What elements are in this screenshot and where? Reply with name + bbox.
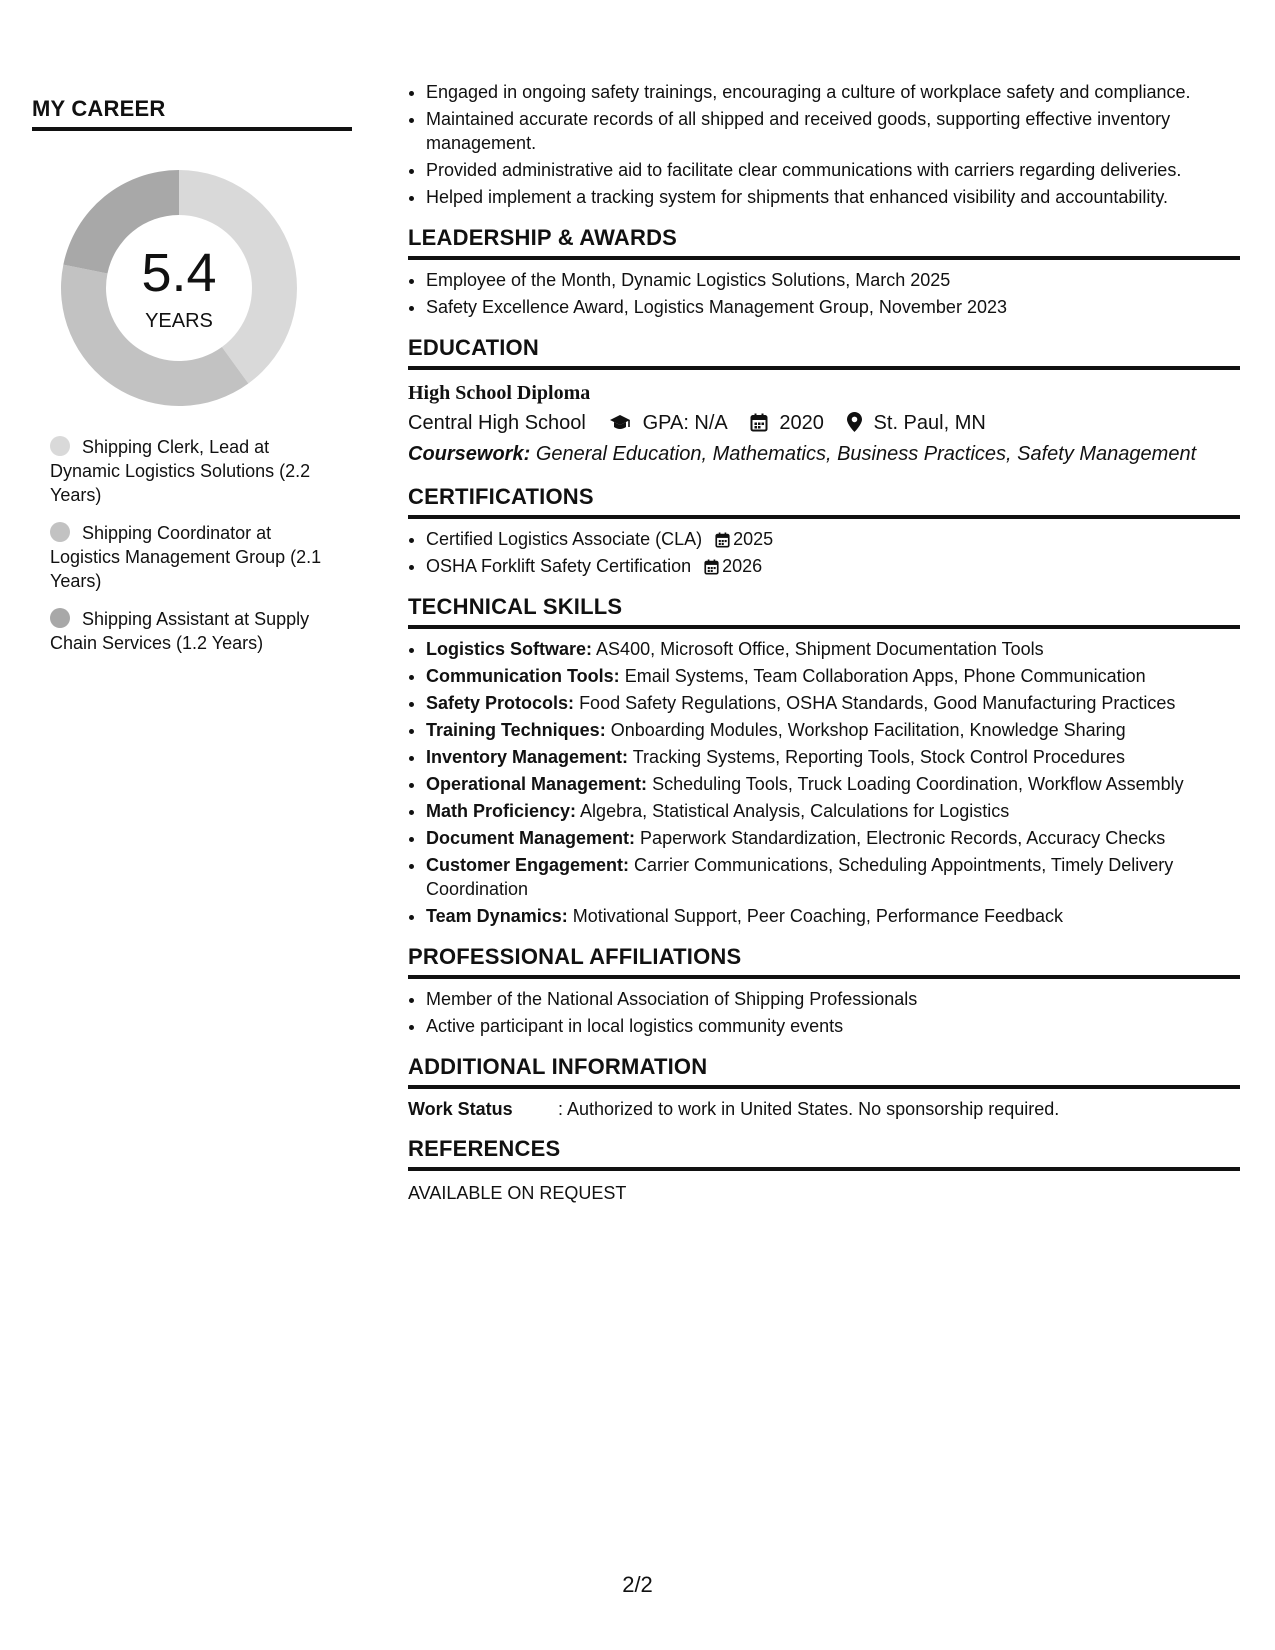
additional-section: [408, 1054, 1240, 1120]
experience-bullet: • Helped implement a tracking system for shipments that enhanced visibility and accountability.: [426, 185, 1240, 209]
skill-item: [426, 718, 1240, 742]
work-status-label: Work Status: [408, 1099, 513, 1119]
skill-item: [426, 799, 1240, 823]
coursework-text: General Education, Mathematics, Business Practices, Safety Management: [535, 443, 1197, 465]
skill-text: Carrier Communications, Scheduling Appointments, Timely Delivery Coordination: [426, 855, 1174, 899]
skill-label: Safety Protocols:: [426, 693, 575, 713]
calendar-icon: [715, 532, 730, 548]
legend-label: Shipping Assistant at Supply Chain Services (1.2 Years): [50, 609, 310, 653]
legend-item: [50, 607, 336, 655]
certification-item: [426, 554, 1240, 578]
experience-bullet: • Engaged in ongoing safety trainings, encouraging a culture of workplace safety and compliance.: [426, 80, 1240, 104]
skill-text: Motivational Support, Peer Coaching, Performance Feedback: [572, 906, 1064, 926]
certification-name: OSHA Forklift Safety Certification: [426, 556, 692, 576]
legend-dot: [50, 522, 70, 542]
education-section: [408, 335, 1240, 468]
affiliations-section: [408, 944, 1240, 1038]
leadership-item: • Safety Excellence Award, Logistics Management Group, November 2023: [426, 295, 1240, 319]
leadership-list: [408, 268, 1240, 319]
education-gpa: GPA: N/A: [642, 412, 727, 434]
skill-text: Tracking Systems, Reporting Tools, Stock Control Procedures: [632, 747, 1125, 767]
certifications-list: [408, 527, 1240, 578]
skill-item: [426, 772, 1240, 796]
education-degree: High School Diploma: [408, 382, 591, 404]
skill-text: Email Systems, Team Collaboration Apps, Phone Communication: [624, 666, 1146, 686]
affiliations-list: [408, 987, 1240, 1038]
skill-text: Onboarding Modules, Workshop Facilitation, Knowledge Sharing: [610, 720, 1126, 740]
graduation-cap-icon: [609, 414, 631, 432]
skill-item: [426, 637, 1240, 661]
skill-item: [426, 664, 1240, 688]
leadership-item: • Employee of the Month, Dynamic Logistics Solutions, March 2025: [426, 268, 1240, 292]
experience-bullet: • Maintained accurate records of all shipped and received goods, supporting effective inventory management.: [426, 107, 1240, 155]
skill-text: Algebra, Statistical Analysis, Calculations for Logistics: [580, 801, 1010, 821]
skill-label: Document Management:: [426, 828, 636, 848]
total-years-value: 5.4: [141, 243, 217, 303]
additional-heading: ADDITIONAL INFORMATION: [408, 1054, 1240, 1089]
certification-year: 2026: [722, 556, 763, 576]
certifications-section: [408, 484, 1240, 578]
references-text: AVAILABLE ON REQUEST: [408, 1183, 627, 1203]
education-location: St. Paul, MN: [873, 412, 986, 434]
leadership-heading: LEADERSHIP & AWARDS: [408, 225, 1240, 260]
legend-item: [50, 435, 336, 507]
education-school: Central High School: [408, 412, 586, 434]
skills-section: [408, 594, 1240, 928]
skill-item: [426, 853, 1240, 901]
location-pin-icon: [847, 412, 862, 432]
education-coursework: [408, 440, 1240, 468]
skill-text: Food Safety Regulations, OSHA Standards, Good Manufacturing Practices: [579, 693, 1176, 713]
leadership-section: [408, 225, 1240, 319]
legend-dot: [50, 436, 70, 456]
skill-label: Logistics Software:: [426, 639, 593, 659]
affiliation-item: • Member of the National Association of Shipping Professionals: [426, 987, 1240, 1011]
skill-label: Inventory Management:: [426, 747, 629, 767]
skill-label: Math Proficiency:: [426, 801, 577, 821]
affiliations-heading: PROFESSIONAL AFFILIATIONS: [408, 944, 1240, 979]
experience-bullet: • Provided administrative aid to facilitate clear communications with carriers regarding deliveries.: [426, 158, 1240, 182]
certification-item: [426, 527, 1240, 551]
certification-year: 2025: [733, 529, 774, 549]
skills-list: [408, 637, 1240, 928]
education-heading: EDUCATION: [408, 335, 1240, 370]
legend-label: Shipping Coordinator at Logistics Management Group (2.1 Years): [50, 523, 322, 591]
skill-label: Customer Engagement:: [426, 855, 630, 875]
career-title: MY CAREER: [32, 96, 352, 131]
total-years-unit: YEARS: [145, 310, 213, 332]
career-legend: [50, 435, 336, 655]
skill-item: [426, 826, 1240, 850]
skill-text: Scheduling Tools, Truck Loading Coordination, Workflow Assembly: [652, 774, 1184, 794]
donut-center: [56, 165, 302, 411]
skill-item: [426, 904, 1240, 928]
coursework-label: Coursework:: [408, 443, 531, 465]
skill-label: Communication Tools:: [426, 666, 620, 686]
main-content: [408, 80, 1240, 1204]
references-section: [408, 1136, 1240, 1204]
skill-text: Paperwork Standardization, Electronic Records, Accuracy Checks: [640, 828, 1166, 848]
skills-heading: TECHNICAL SKILLS: [408, 594, 1240, 629]
education-details: [408, 409, 1240, 437]
work-status-row: [408, 1099, 1240, 1120]
career-donut-chart: [56, 165, 302, 411]
education-year: 2020: [779, 412, 824, 434]
skill-label: Operational Management:: [426, 774, 648, 794]
skill-label: Training Techniques:: [426, 720, 606, 740]
certifications-heading: CERTIFICATIONS: [408, 484, 1240, 519]
certification-name: Certified Logistics Associate (CLA): [426, 529, 703, 549]
skill-item: [426, 691, 1240, 715]
legend-item: [50, 521, 336, 593]
skill-item: [426, 745, 1240, 769]
career-sidebar: [32, 96, 352, 669]
calendar-icon: [704, 559, 719, 575]
legend-label: Shipping Clerk, Lead at Dynamic Logistics Solutions (2.2 Years): [50, 437, 311, 505]
affiliation-item: • Active participant in local logistics community events: [426, 1014, 1240, 1038]
page-number: 2/2: [622, 1572, 653, 1597]
references-heading: REFERENCES: [408, 1136, 1240, 1171]
skill-text: AS400, Microsoft Office, Shipment Documentation Tools: [596, 639, 1044, 659]
legend-dot: [50, 608, 70, 628]
work-status-value: : Authorized to work in United States. No sponsorship required.: [558, 1099, 1060, 1119]
skill-label: Team Dynamics:: [426, 906, 568, 926]
calendar-icon: [750, 413, 768, 432]
experience-bullets: [408, 80, 1240, 209]
